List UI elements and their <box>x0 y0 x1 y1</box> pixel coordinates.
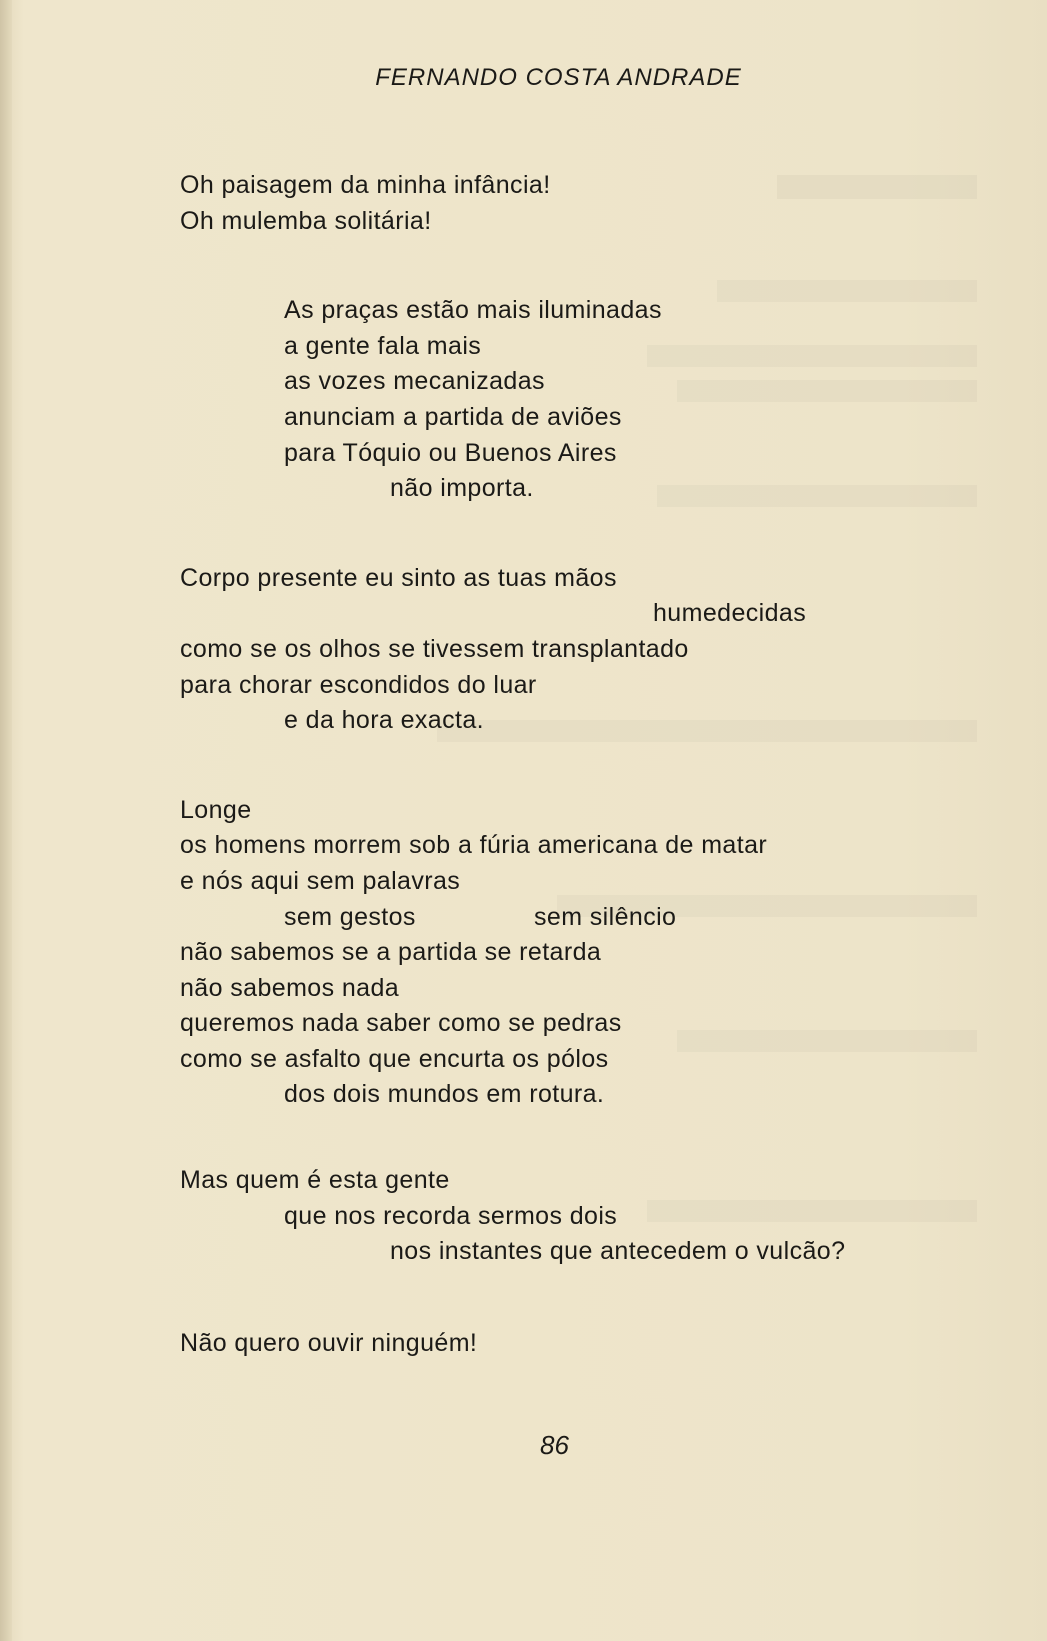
poem-line: que nos recorda sermos dois <box>284 1201 618 1230</box>
poem-line: nos instantes que antecedem o vulcão? <box>390 1237 846 1266</box>
stanza-5 <box>180 1163 960 1270</box>
poem-line: Corpo presente eu sinto as tuas mãos <box>180 563 617 592</box>
poem-line: a gente fala mais <box>284 331 482 360</box>
stanza-1 <box>180 168 960 239</box>
poem-body <box>180 168 960 1361</box>
poem-line: não sabemos nada <box>180 973 400 1002</box>
poem-line: queremos nada saber como se pedras <box>180 1009 622 1038</box>
poem-line: os homens morrem sob a fúria americana de matar <box>180 831 768 860</box>
poem-line: Longe <box>180 795 252 824</box>
page-number: 86 <box>540 1430 569 1460</box>
poem-line: humedecidas <box>653 599 807 628</box>
poem-line: dos dois mundos em rotura. <box>284 1080 605 1109</box>
poem-line: As praças estão mais iluminadas <box>284 296 662 325</box>
poem-line: Mas quem é esta gente <box>180 1166 450 1195</box>
poem-phrase: sem silêncio <box>534 902 677 931</box>
poem-line: para chorar escondidos do luar <box>180 670 537 699</box>
stanza-3 <box>180 561 960 739</box>
poem-line: as vozes mecanizadas <box>284 367 545 396</box>
poem-line: Não quero ouvir ninguém! <box>180 1328 478 1357</box>
page-spine-shadow <box>0 0 12 1641</box>
poem-line: Oh paisagem da minha infância! <box>180 171 551 199</box>
stanza-4 <box>180 793 960 1113</box>
poem-phrase: sem gestos <box>284 902 416 931</box>
poem-line: para Tóquio ou Buenos Aires <box>284 438 617 467</box>
running-head-author: FERNANDO COSTA ANDRADE <box>375 64 742 91</box>
stanza-6 <box>180 1326 960 1362</box>
poem-line: e nós aqui sem palavras <box>180 866 461 895</box>
poem-line: como se os olhos se tivessem transplantado <box>180 634 689 663</box>
poem-line: não importa. <box>390 474 534 503</box>
poem-line: Oh mulemba solitária! <box>180 206 432 235</box>
poem-line: e da hora exacta. <box>284 706 484 735</box>
poem-line: anunciam a partida de aviões <box>284 402 622 431</box>
poem-line: não sabemos se a partida se retarda <box>180 938 602 967</box>
stanza-2 <box>180 293 960 507</box>
poem-line: como se asfalto que encurta os pólos <box>180 1044 609 1073</box>
poem-line <box>180 900 960 936</box>
